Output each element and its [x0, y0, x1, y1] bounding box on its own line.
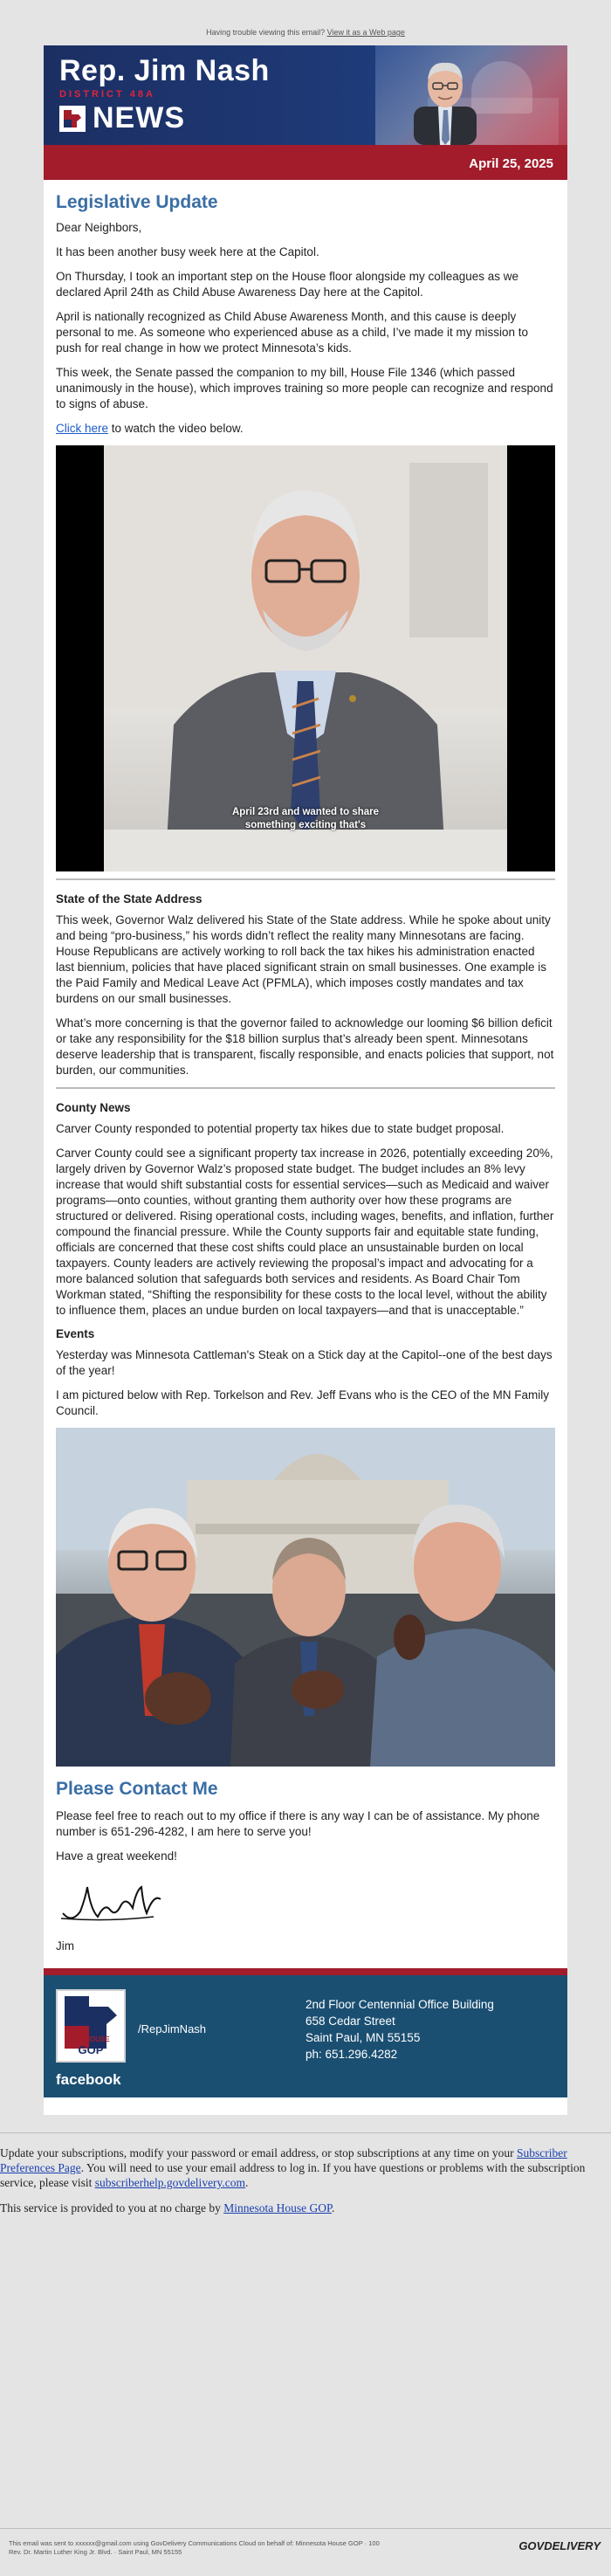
contact-paragraph-2: Have a great weekend!: [56, 1849, 177, 1863]
service-text: This service is provided to you at no charge by: [0, 2201, 224, 2214]
video-caption-line-1: April 23rd and wanted to share: [231, 807, 380, 817]
events-paragraph-2: I am pictured below with Rep. Torkelson and Rev. Jeff Evans who is the CEO of the MN Family Council.: [56, 1388, 549, 1417]
contact-paragraph-1: Please feel free to reach out to my office if there is any way I can be of assistance. My phone number is 651-296-4282, I am here to serve you!: [56, 1809, 540, 1838]
logo-text-gop: GOP: [78, 2043, 104, 2056]
facebook-handle-link[interactable]: /RepJimNash: [138, 2022, 207, 2035]
county-paragraph-1: Carver County responded to potential property tax hikes due to state budget proposal.: [56, 1122, 505, 1135]
fineprint-text: [9, 2539, 498, 2557]
legislative-paragraph-2: On Thursday, I took an important step on the House floor alongside my colleagues as we declared April 24th as Child Abuse Awareness Day here at the Capitol.: [56, 270, 519, 299]
banner-district: DISTRICT 48A: [59, 89, 155, 100]
preheader-text: Having trouble viewing this email?: [206, 28, 326, 37]
address-line-3: Saint Paul, MN 55155: [306, 2031, 421, 2044]
video-caption-line-2: something exciting that's: [244, 820, 367, 830]
section-divider: [56, 878, 555, 880]
video-instructions-text: to watch the video below.: [108, 422, 244, 435]
contact-heading: Please Contact Me: [56, 1779, 218, 1799]
subscription-text-2: . You will need to use your email address to log in. If you have questions or problems with the subscription service, please visit: [0, 2161, 586, 2189]
legislative-paragraph-4: This week, the Senate passed the companion to my bill, House File 1346 (which passed unanimously in the house), which improves training so more people can recognize and respond to signs of abuse.: [56, 366, 553, 410]
subscription-notice: [0, 2132, 611, 2215]
facebook-icon[interactable]: facebook: [56, 2071, 121, 2088]
subscription-paragraph: [0, 2146, 611, 2190]
address-line-2: 658 Cedar Street: [306, 2015, 395, 2028]
county-paragraph-2: Carver County could see a significant property tax increase in 2026, potentially exceeding 20%, largely driven by Governor Walz’s proposed state budget. The budget includes an 8% levy increase that would shift substantial costs for essential services—such as Medicaid and waiver programs—onto counties, without granting them authority over how these programs are structured or delivered. Rising operational costs, including wages, benefits, and inflation, further compound the financial pressure. While the County supports fair and equitable state funding, officials are concerned that these cost shifts could place an unsustainable burden on local taxpayers. County leaders are actively reviewing the proposal’s impact and advocating for a more balanced solution that safeguards both services and residents. As Board Chair Tom Workman stated, “Shifting the responsibility for these costs to the local level, without the ability to influence them, places an undue burden on local taxpayers—and that is unacceptable.”: [56, 1147, 554, 1317]
legislative-paragraph-1: It has been another busy week here at the Capitol.: [56, 245, 319, 258]
state-paragraph-1: This week, Governor Walz delivered his State of the State address. While he spoke about unity and being “pro-business,” his words didn’t reflect the reality many Minnesotans are facing. House Republicans are actively working to roll back the tax hikes his administration enacted last biennium, policies that have placed significant strain on small businesses. One example is the Paid Family and Medical Leave Act (PFMLA), which imposes costly mandates and tax burdens on our small businesses.: [56, 913, 551, 1005]
address-line-1: 2nd Floor Centennial Office Building: [306, 1998, 494, 2011]
footer-contact-block: [44, 1968, 567, 2097]
preheader: [0, 0, 611, 45]
newsletter-banner: [44, 45, 567, 145]
fineprint-line-2: Rev. Dr. Martin Luther King Jr. Blvd. · Saint Paul, MN 55155: [9, 2548, 182, 2556]
view-web-page-link[interactable]: View it as a Web page: [326, 28, 405, 37]
email-body: [44, 45, 567, 2115]
service-end: .: [331, 2201, 335, 2214]
video-instructions: [56, 421, 555, 437]
fineprint-line-1: This email was sent to xxxxxx@gmail.com using GovDelivery Communications Cloud on behalf of: Minnesota House GOP · 100: [9, 2539, 380, 2547]
signature-image: [56, 1878, 169, 1931]
banner-title: Rep. Jim Nash: [59, 54, 270, 87]
state-of-state-heading: State of the State Address: [56, 892, 203, 906]
state-paragraph-2: What’s more concerning is that the governor failed to acknowledge our looming $6 billion deficit or take any responsibility for the $18 billion surplus that’s already been spent. Minnesotans deserve leadership that is transparent, fiscally responsible, and enacts policies that support, not burden, our communities.: [56, 1016, 554, 1077]
greeting: Dear Neighbors,: [56, 221, 142, 234]
events-heading: Events: [56, 1327, 95, 1340]
representative-portrait: [402, 52, 489, 145]
event-photo: [56, 1428, 555, 1767]
video-player[interactable]: [56, 445, 555, 871]
govdelivery-logo[interactable]: GOVDELIVERY: [518, 2539, 601, 2552]
office-address: [306, 1996, 494, 2063]
events-paragraph-1: Yesterday was Minnesota Cattleman's Steak on a Stick day at the Capitol--one of the best days of the year!: [56, 1348, 553, 1377]
fineprint-footer: [0, 2528, 611, 2576]
click-here-link[interactable]: Click here: [56, 422, 109, 435]
subscription-text-1: Update your subscriptions, modify your password or email address, or stop subscriptions at any time on your: [0, 2146, 518, 2159]
section-divider: [56, 1087, 555, 1089]
video-caption: [56, 806, 555, 832]
newsletter-date: April 25, 2025: [44, 145, 567, 180]
subscription-text-3: .: [245, 2176, 249, 2189]
service-paragraph: [0, 2201, 611, 2215]
mn-house-gop-logo-icon: [59, 106, 86, 132]
event-photo-image: [56, 1428, 555, 1767]
mn-state-logo-icon: [58, 1991, 124, 2061]
banner-news-label: NEWS: [93, 101, 185, 134]
mn-house-gop-logo[interactable]: [56, 1989, 126, 2063]
legislative-paragraph-3: April is nationally recognized as Child Abuse Awareness Month, and this cause is deeply personal to me. As someone who experienced abuse as a child, I’ve made it my mission to push for real change in how we protect Minnesota’s kids.: [56, 310, 529, 355]
county-news-heading: County News: [56, 1101, 131, 1114]
banner-news: [59, 101, 185, 135]
newsletter-content: [44, 192, 567, 1954]
subscriber-preferences-link[interactable]: Subscriber Preferences Page: [0, 2146, 567, 2174]
address-phone: ph: 651.296.4282: [306, 2048, 398, 2061]
subscriber-help-link[interactable]: subscriberhelp.govdelivery.com: [94, 2176, 246, 2189]
minnesota-house-gop-link[interactable]: Minnesota House GOP: [223, 2201, 332, 2214]
legislative-update-heading: Legislative Update: [56, 192, 218, 212]
email-bottom-spacer: [44, 2097, 567, 2115]
logo-text-mn-house: MN HOUSE: [72, 2035, 110, 2043]
signoff-name: Jim: [56, 1939, 74, 1953]
